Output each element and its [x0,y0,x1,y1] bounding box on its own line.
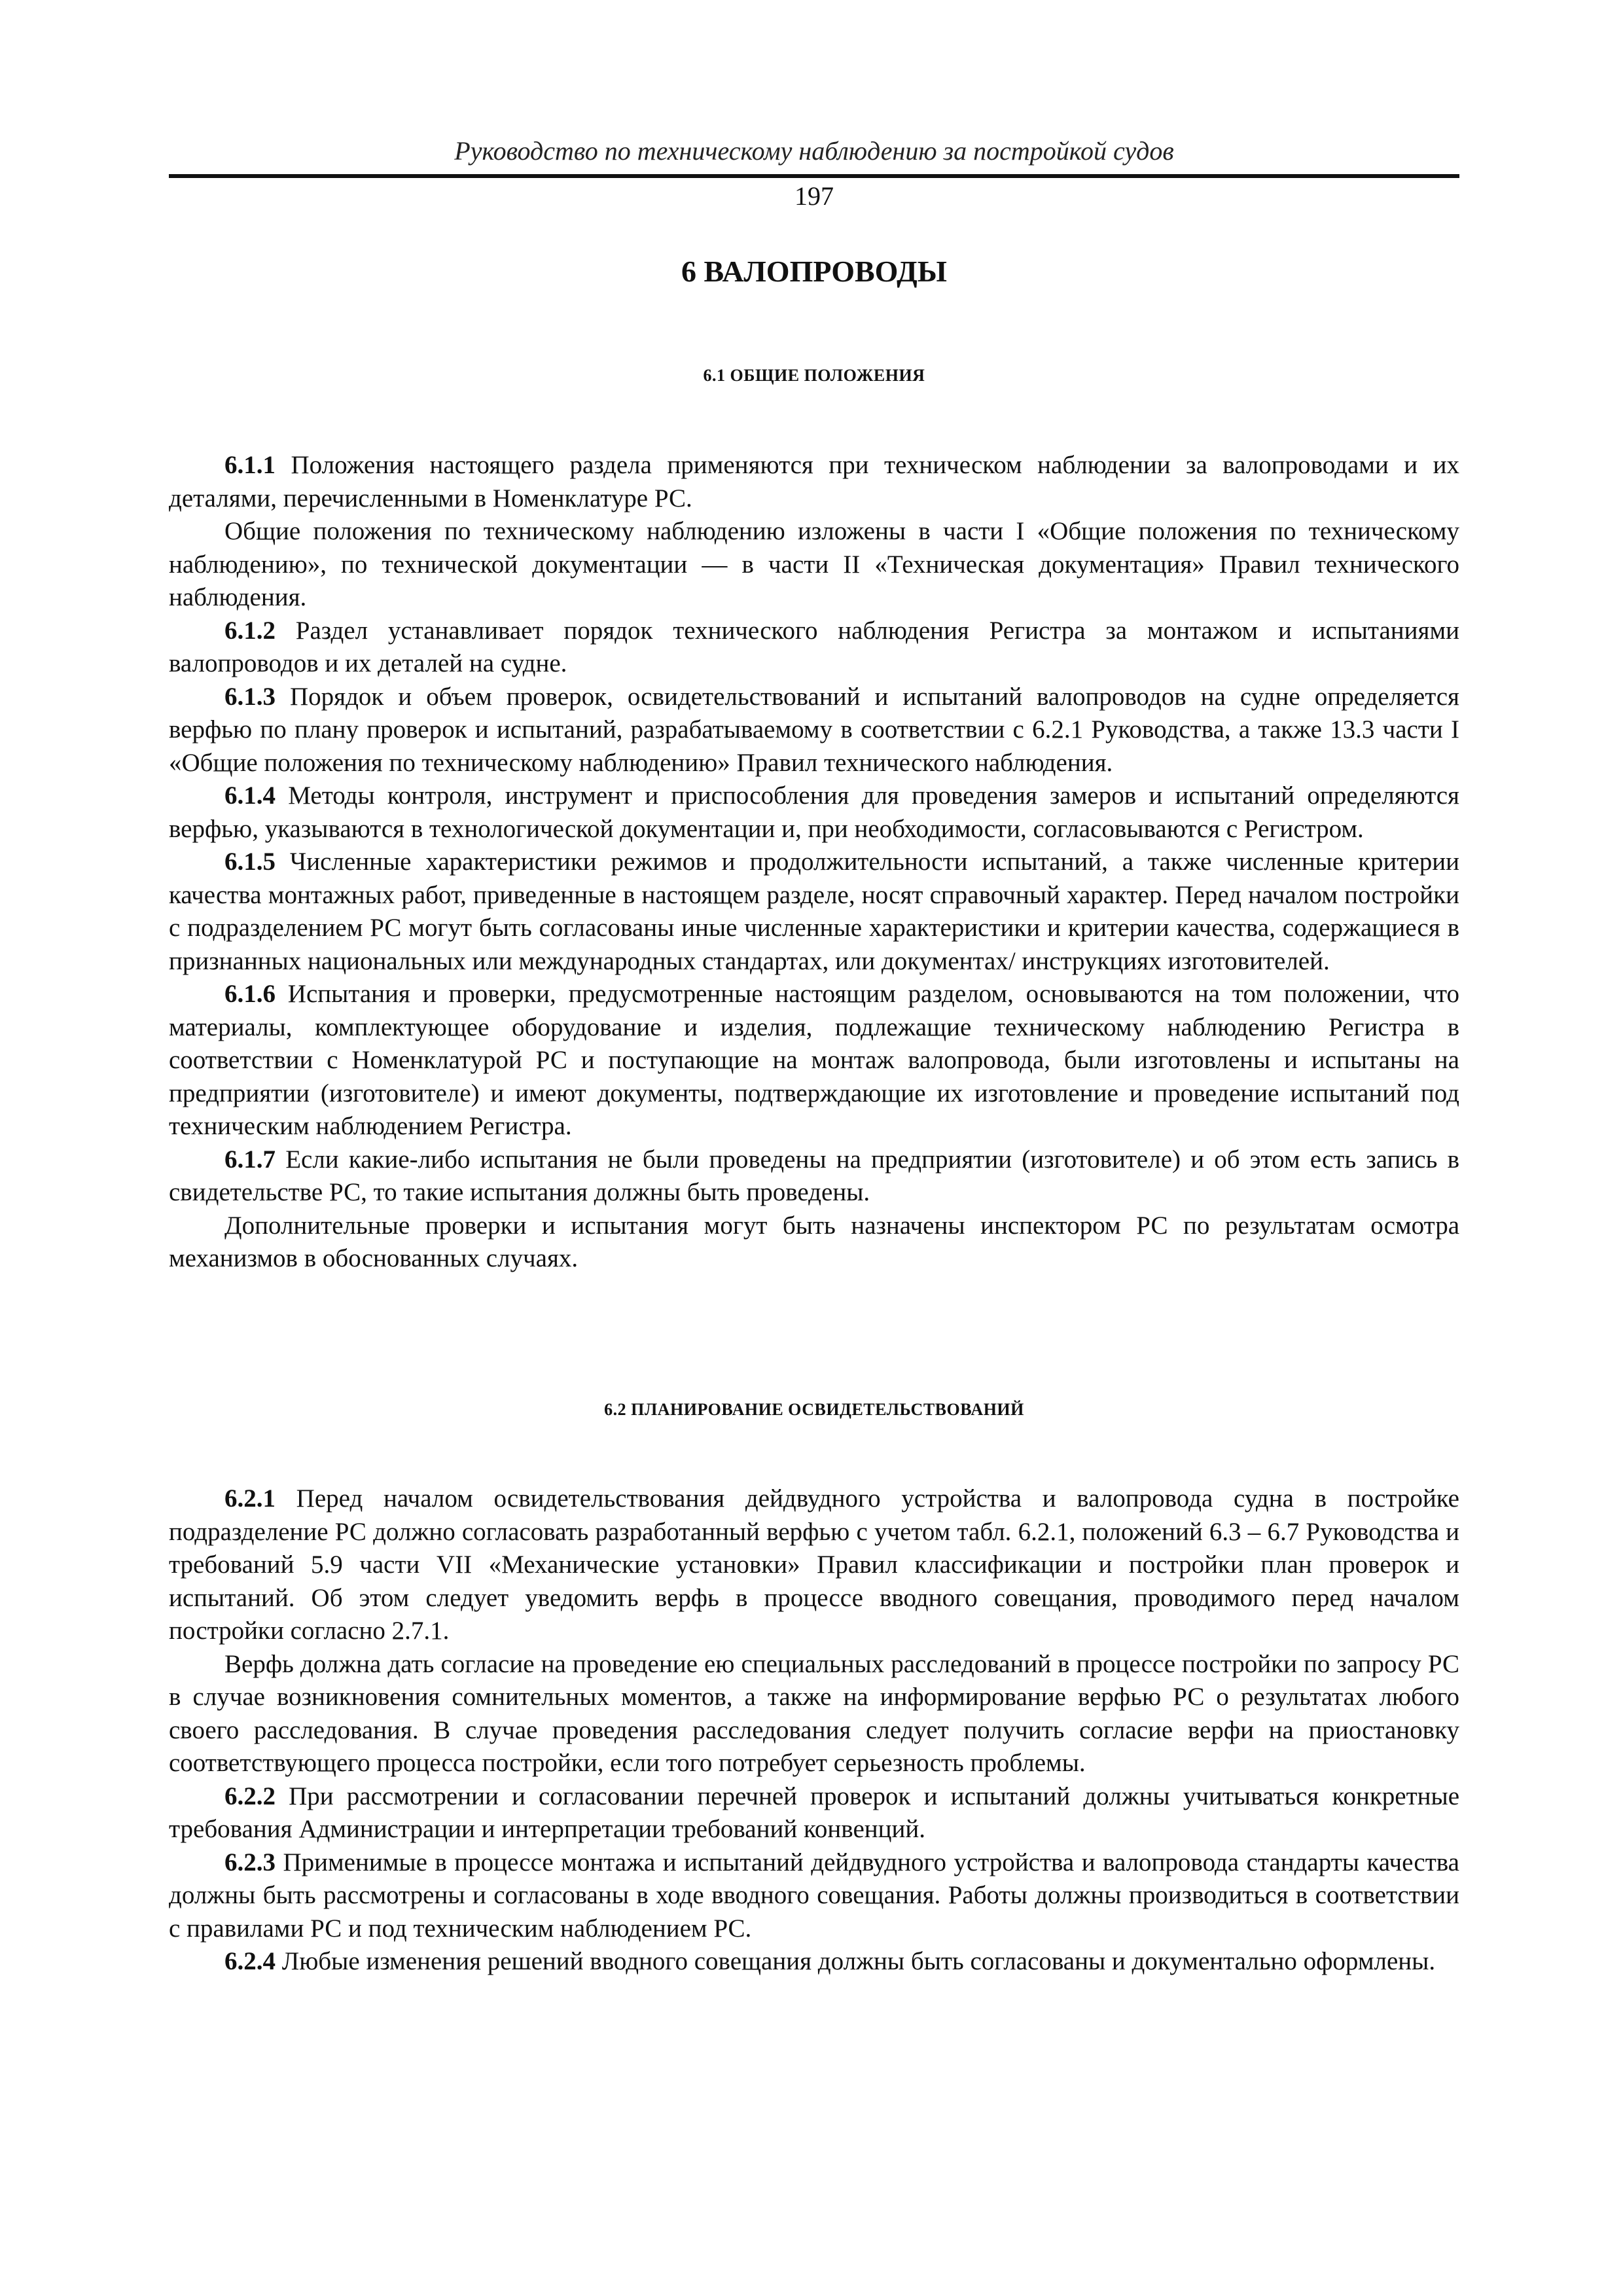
clause-number: 6.1.2 [224,616,276,645]
clause-number: 6.2.2 [224,1782,276,1810]
paragraph-6-2-4 [169,1945,1459,1979]
paragraph-6-1-7 [169,1143,1459,1210]
clause-number: 6.1.6 [224,980,276,1008]
running-header: Руководство по техническому наблюдению за постройкой судов [454,136,1174,166]
clause-number: 6.1.4 [224,781,276,810]
clause-number: 6.1.1 [224,451,276,479]
header-rule [169,174,1459,178]
paragraph-text: При рассмотрении и согласовании перечней проверок и испытаний должны учитываться конкретные требования Администрации и интерпретации требований конвенций. [169,1782,1459,1843]
paragraph-text: Испытания и проверки, предусмотренные настоящим разделом, основываются на том положении, что материалы, комплектующее оборудование и изделия, подлежащие техническому наблюдению Регистра в соответствии с Номенклатурой РС и поступающие на монтаж валопровода, были изготовлены и испытаны на предприятии (изготовителе) и имеют документы, подтверждающие их изготовление и проведение испытаний под техническим наблюдением Регистра. [169,980,1459,1140]
clause-number: 6.1.3 [224,682,276,711]
paragraph-6-1-4 [169,780,1459,846]
paragraph-6-1-5 [169,846,1459,978]
paragraph-text: Методы контроля, инструмент и приспособления для проведения замеров и испытаний определяются верфью, указываются в технологической документации и, при необходимости, согласовываются с Регистром. [169,781,1459,843]
paragraph-text: Раздел устанавливает порядок технического наблюдения Регистра за монтажом и испытаниями валопроводов и их деталей на судне. [169,616,1459,677]
paragraph-text: Верфь должна дать согласие на проведение ею специальных расследований в процессе постройки по запросу РС в случае возникновения сомнительных моментов, а также на информирование верфью РС о результатах любого своего расследования. В случае проведения расследования следует получить согласие верфи на приостановку соответствующего процесса постройки, если того потребует серьезность проблемы. [169,1649,1459,1777]
paragraph-text: Применимые в процессе монтажа и испытаний дейдвудного устройства и валопровода стандарты качества должны быть рассмотрены и согласованы в ходе вводного совещания. Работы должны производиться в соответствии с правилами РС и под техническим наблюдением РС. [169,1848,1459,1943]
section-6-1-body [169,449,1459,1276]
page-number: 197 [794,181,834,211]
paragraph-text: Перед началом освидетельствования дейдвудного устройства и валопровода судна в постройке подразделение РС должно согласовать разработанный верфью с учетом табл. 6.2.1, положений 6.3 – 6.7 Руководства и требований 5.9 части VII «Механические установки» Правил классификации и постройки план проверок и испытаний. Об этом следует уведомить верфь в процессе вводного совещания, проводимого перед началом постройки согласно 2.7.1. [169,1484,1459,1645]
paragraph-6-1-2 [169,615,1459,681]
paragraph-general [169,515,1459,615]
paragraph-additional [169,1210,1459,1276]
clause-number: 6.2.4 [224,1947,276,1975]
paragraph-6-1-3 [169,681,1459,780]
paragraph-6-2-2 [169,1780,1459,1846]
clause-number: 6.2.1 [224,1484,276,1513]
paragraph-text: Если какие-либо испытания не были проведены на предприятии (изготовителе) и об этом есть запись в свидетельстве РС, то такие испытания должны быть проведены. [169,1145,1459,1206]
clause-number: 6.2.3 [224,1848,276,1876]
section-6-2-body [169,1482,1459,1979]
paragraph-text: Порядок и объем проверок, освидетельствований и испытаний валопроводов на судне определяется верфью по плану проверок и испытаний, разрабатываемому в соответствии с 6.2.1 Руководства, а также 13.3 части I «Общие положения по техническому наблюдению» Правил технического наблюдения. [169,682,1459,777]
paragraph-6-2-1 [169,1482,1459,1648]
paragraph-6-2-3 [169,1846,1459,1946]
paragraph-text: Положения настоящего раздела применяются при техническом наблюдении за валопроводами и их деталями, перечисленными в Номенклатуре РС. [169,451,1459,512]
clause-number: 6.1.7 [224,1145,276,1174]
document-page [169,0,1459,2296]
section-title-6-1: 6.1 ОБЩИЕ ПОЛОЖЕНИЯ [703,366,925,385]
paragraph-text: Дополнительные проверки и испытания могут быть назначены инспектором РС по результатам осмотра механизмов в обоснованных случаях. [169,1211,1459,1272]
section-title-6-2: 6.2 ПЛАНИРОВАНИЕ ОСВИДЕТЕЛЬСТВОВАНИЙ [604,1400,1024,1419]
paragraph-text: Общие положения по техническому наблюдению изложены в части I «Общие положения по техническому наблюдению», по технической документации — в части II «Техническая документация» Правил технического наблюдения. [169,517,1459,611]
clause-number: 6.1.5 [224,848,276,876]
paragraph-6-1-1 [169,449,1459,515]
paragraph-shipyard-consent [169,1648,1459,1780]
chapter-title: 6 ВАЛОПРОВОДЫ [681,255,947,288]
paragraph-6-1-6 [169,978,1459,1143]
paragraph-text: Любые изменения решений вводного совещания должны быть согласованы и документально оформлены. [276,1947,1436,1975]
paragraph-text: Численные характеристики режимов и продолжительности испытаний, а также численные критерии качества монтажных работ, приведенные в настоящем разделе, носят справочный характер. Перед началом постройки с подразделением РС могут быть согласованы иные численные характеристики и критерии качества, содержащиеся в признанных национальных или международных стандартах, или документах/ инструкциях изготовителей. [169,848,1459,975]
